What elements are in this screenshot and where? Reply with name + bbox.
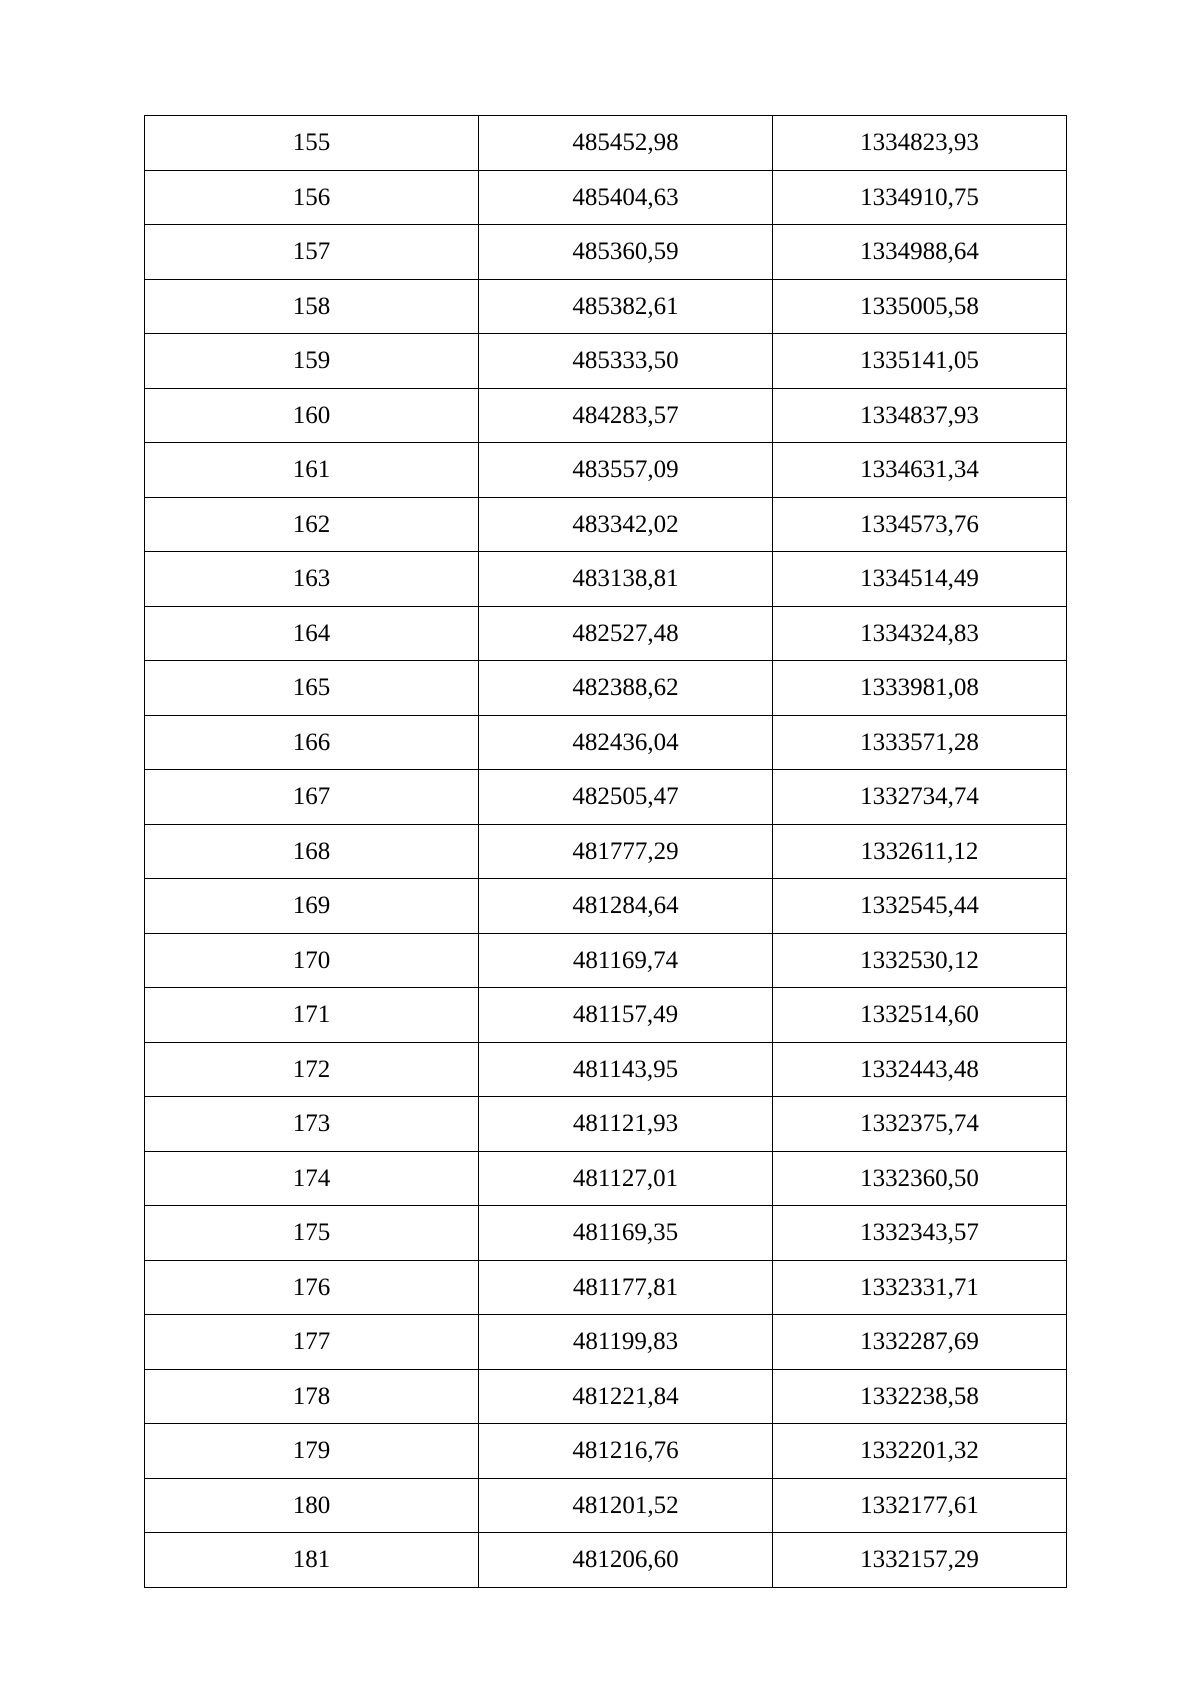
y-coordinate-cell: 1334514,49 <box>773 552 1067 607</box>
x-coordinate-cell: 485333,50 <box>479 334 773 389</box>
x-coordinate-cell: 481206,60 <box>479 1533 773 1588</box>
x-coordinate-cell: 481177,81 <box>479 1260 773 1315</box>
table-row <box>145 933 1067 988</box>
table-row <box>145 170 1067 225</box>
table-row <box>145 279 1067 334</box>
y-coordinate-cell: 1334823,93 <box>773 116 1067 171</box>
table-row <box>145 1369 1067 1424</box>
x-coordinate-cell: 485452,98 <box>479 116 773 171</box>
y-coordinate-cell: 1334324,83 <box>773 606 1067 661</box>
y-coordinate-cell: 1335141,05 <box>773 334 1067 389</box>
x-coordinate-cell: 482527,48 <box>479 606 773 661</box>
point-number-cell: 157 <box>145 225 479 280</box>
x-coordinate-cell: 485404,63 <box>479 170 773 225</box>
x-coordinate-cell: 481216,76 <box>479 1424 773 1479</box>
y-coordinate-cell: 1332287,69 <box>773 1315 1067 1370</box>
y-coordinate-cell: 1332157,29 <box>773 1533 1067 1588</box>
table-row <box>145 1315 1067 1370</box>
y-coordinate-cell: 1332360,50 <box>773 1151 1067 1206</box>
y-coordinate-cell: 1332514,60 <box>773 988 1067 1043</box>
y-coordinate-cell: 1332343,57 <box>773 1206 1067 1261</box>
y-coordinate-cell: 1334910,75 <box>773 170 1067 225</box>
y-coordinate-cell: 1332238,58 <box>773 1369 1067 1424</box>
table-row <box>145 1533 1067 1588</box>
table-row <box>145 824 1067 879</box>
point-number-cell: 162 <box>145 497 479 552</box>
table-row <box>145 606 1067 661</box>
point-number-cell: 179 <box>145 1424 479 1479</box>
x-coordinate-cell: 481169,35 <box>479 1206 773 1261</box>
coordinates-table-body <box>145 116 1067 1588</box>
x-coordinate-cell: 481284,64 <box>479 879 773 934</box>
y-coordinate-cell: 1333981,08 <box>773 661 1067 716</box>
y-coordinate-cell: 1332530,12 <box>773 933 1067 988</box>
table-row <box>145 988 1067 1043</box>
x-coordinate-cell: 482436,04 <box>479 715 773 770</box>
point-number-cell: 178 <box>145 1369 479 1424</box>
x-coordinate-cell: 481143,95 <box>479 1042 773 1097</box>
point-number-cell: 173 <box>145 1097 479 1152</box>
x-coordinate-cell: 481201,52 <box>479 1478 773 1533</box>
y-coordinate-cell: 1334631,34 <box>773 443 1067 498</box>
table-row <box>145 715 1067 770</box>
table-row <box>145 443 1067 498</box>
table-row <box>145 1097 1067 1152</box>
table-row <box>145 552 1067 607</box>
point-number-cell: 181 <box>145 1533 479 1588</box>
y-coordinate-cell: 1332545,44 <box>773 879 1067 934</box>
table-row <box>145 116 1067 171</box>
x-coordinate-cell: 485382,61 <box>479 279 773 334</box>
x-coordinate-cell: 483138,81 <box>479 552 773 607</box>
table-row <box>145 1424 1067 1479</box>
x-coordinate-cell: 481777,29 <box>479 824 773 879</box>
point-number-cell: 175 <box>145 1206 479 1261</box>
point-number-cell: 172 <box>145 1042 479 1097</box>
coordinates-table <box>144 115 1067 1588</box>
point-number-cell: 176 <box>145 1260 479 1315</box>
point-number-cell: 160 <box>145 388 479 443</box>
point-number-cell: 163 <box>145 552 479 607</box>
y-coordinate-cell: 1334988,64 <box>773 225 1067 280</box>
table-row <box>145 1042 1067 1097</box>
y-coordinate-cell: 1332331,71 <box>773 1260 1067 1315</box>
point-number-cell: 161 <box>145 443 479 498</box>
point-number-cell: 180 <box>145 1478 479 1533</box>
point-number-cell: 159 <box>145 334 479 389</box>
table-row <box>145 1260 1067 1315</box>
y-coordinate-cell: 1332611,12 <box>773 824 1067 879</box>
x-coordinate-cell: 481121,93 <box>479 1097 773 1152</box>
point-number-cell: 156 <box>145 170 479 225</box>
table-row <box>145 497 1067 552</box>
x-coordinate-cell: 483342,02 <box>479 497 773 552</box>
y-coordinate-cell: 1332734,74 <box>773 770 1067 825</box>
y-coordinate-cell: 1334837,93 <box>773 388 1067 443</box>
x-coordinate-cell: 484283,57 <box>479 388 773 443</box>
point-number-cell: 158 <box>145 279 479 334</box>
x-coordinate-cell: 482505,47 <box>479 770 773 825</box>
y-coordinate-cell: 1333571,28 <box>773 715 1067 770</box>
x-coordinate-cell: 481221,84 <box>479 1369 773 1424</box>
point-number-cell: 155 <box>145 116 479 171</box>
point-number-cell: 174 <box>145 1151 479 1206</box>
x-coordinate-cell: 481157,49 <box>479 988 773 1043</box>
x-coordinate-cell: 482388,62 <box>479 661 773 716</box>
table-row <box>145 388 1067 443</box>
x-coordinate-cell: 483557,09 <box>479 443 773 498</box>
x-coordinate-cell: 481169,74 <box>479 933 773 988</box>
table-row <box>145 1151 1067 1206</box>
y-coordinate-cell: 1332201,32 <box>773 1424 1067 1479</box>
table-row <box>145 1478 1067 1533</box>
y-coordinate-cell: 1334573,76 <box>773 497 1067 552</box>
x-coordinate-cell: 481199,83 <box>479 1315 773 1370</box>
point-number-cell: 165 <box>145 661 479 716</box>
table-row <box>145 770 1067 825</box>
point-number-cell: 171 <box>145 988 479 1043</box>
point-number-cell: 167 <box>145 770 479 825</box>
table-row <box>145 879 1067 934</box>
table-row <box>145 1206 1067 1261</box>
point-number-cell: 164 <box>145 606 479 661</box>
x-coordinate-cell: 485360,59 <box>479 225 773 280</box>
table-row <box>145 225 1067 280</box>
y-coordinate-cell: 1332375,74 <box>773 1097 1067 1152</box>
point-number-cell: 166 <box>145 715 479 770</box>
y-coordinate-cell: 1332177,61 <box>773 1478 1067 1533</box>
table-row <box>145 661 1067 716</box>
point-number-cell: 169 <box>145 879 479 934</box>
point-number-cell: 168 <box>145 824 479 879</box>
x-coordinate-cell: 481127,01 <box>479 1151 773 1206</box>
y-coordinate-cell: 1332443,48 <box>773 1042 1067 1097</box>
point-number-cell: 170 <box>145 933 479 988</box>
table-row <box>145 334 1067 389</box>
y-coordinate-cell: 1335005,58 <box>773 279 1067 334</box>
point-number-cell: 177 <box>145 1315 479 1370</box>
